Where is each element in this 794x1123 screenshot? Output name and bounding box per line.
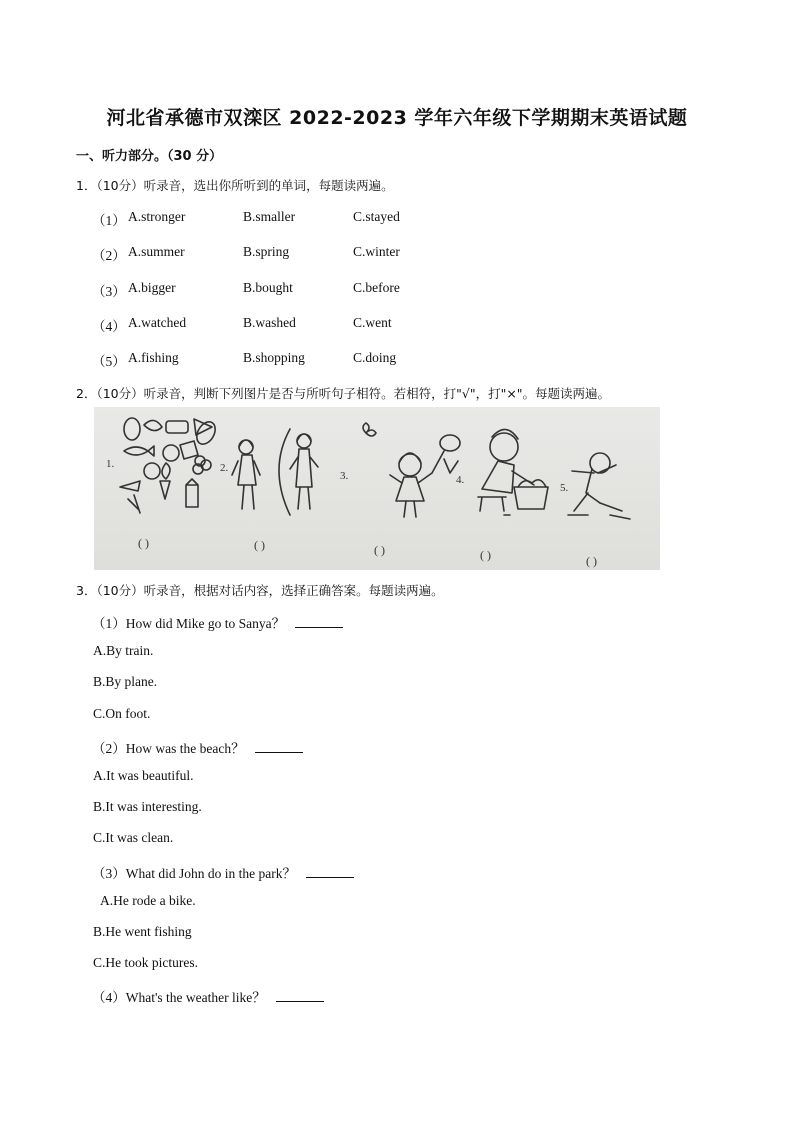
item-number: （5） (92, 354, 126, 369)
item-number: （4） (92, 319, 126, 334)
picture-label-3: 3. (340, 470, 349, 482)
question-3-1 (92, 612, 343, 632)
option-a: A.summer (128, 244, 185, 259)
option-c: C.He took pictures. (93, 955, 198, 970)
question-3-3 (92, 862, 354, 882)
item-number: （3） (92, 284, 126, 299)
option-b: B.washed (243, 315, 296, 330)
option-b: B.bought (243, 280, 293, 295)
question-text: （1）How did Mike go to Sanya？ (92, 616, 286, 631)
answer-paren-4: ( ) (480, 548, 491, 562)
question-text: （3）What did John do in the park？ (92, 866, 296, 881)
picture-strip (94, 407, 660, 570)
option-b: B.He went fishing (93, 924, 192, 939)
question-1-stem: 1．（10分）听录音，选出你所听到的单词，每题读两遍。 (76, 178, 394, 193)
girl-catching-butterflies-illustration (363, 423, 460, 517)
answer-blank[interactable] (306, 876, 354, 878)
question-3-stem: 3．（10分）听录音，根据对话内容，选择正确答案。每题读两遍。 (76, 583, 444, 598)
answer-paren-5: ( ) (586, 554, 597, 568)
option-a: A.bigger (128, 280, 176, 295)
answer-blank[interactable] (276, 1000, 324, 1002)
skater-illustration (568, 453, 630, 519)
option-a: A.By train. (93, 643, 154, 658)
girl-washing-clothes-illustration (478, 429, 548, 515)
picture-label-2: 2. (220, 462, 229, 474)
picture-label-1: 1. (106, 458, 115, 470)
question-3-2 (92, 737, 303, 757)
page-title: 河北省承德市双滦区 2022-2023 学年六年级下学期期末英语试题 (106, 107, 688, 129)
option-c: C.stayed (353, 209, 400, 224)
option-c: C.before (353, 280, 400, 295)
option-c: C.It was clean. (93, 830, 174, 845)
answer-paren-2: ( ) (254, 538, 265, 552)
option-c: C.winter (353, 244, 400, 259)
item-number: （2） (92, 248, 126, 263)
option-a: A.It was beautiful. (93, 768, 194, 783)
option-b: B.It was interesting. (93, 799, 202, 814)
option-c: C.doing (353, 350, 397, 365)
food-items-illustration (120, 418, 219, 513)
option-a: A.stronger (128, 209, 186, 224)
option-c: C.went (353, 315, 392, 330)
answer-paren-3: ( ) (374, 543, 385, 557)
answer-paren-1: ( ) (138, 536, 149, 550)
option-a: A.fishing (128, 350, 179, 365)
answer-blank[interactable] (255, 751, 303, 753)
answer-blank[interactable] (295, 626, 343, 628)
picture-strip-illustration (94, 407, 660, 570)
option-b: B.spring (243, 244, 290, 259)
question-3-4 (92, 986, 324, 1006)
item-number: （1） (92, 213, 126, 228)
section-heading-listening: 一、听力部分。（30 分） (76, 149, 223, 164)
option-b: B.smaller (243, 209, 296, 224)
option-b: B.shopping (243, 350, 305, 365)
option-a: A.He rode a bike. (100, 893, 196, 908)
girls-mirror-illustration (232, 429, 318, 515)
option-b: B.By plane. (93, 674, 158, 689)
picture-label-5: 5. (560, 482, 569, 494)
option-a: A.watched (128, 315, 187, 330)
question-text: （2）How was the beach？ (92, 741, 245, 756)
question-text: （4）What's the weather like？ (92, 990, 266, 1005)
question-2-stem: 2．（10分）听录音，判断下列图片是否与所听句子相符。若相符，打"√"，打"×"。每题读两遍。 (76, 386, 611, 401)
option-c: C.On foot. (93, 706, 151, 721)
picture-label-4: 4. (456, 474, 465, 486)
